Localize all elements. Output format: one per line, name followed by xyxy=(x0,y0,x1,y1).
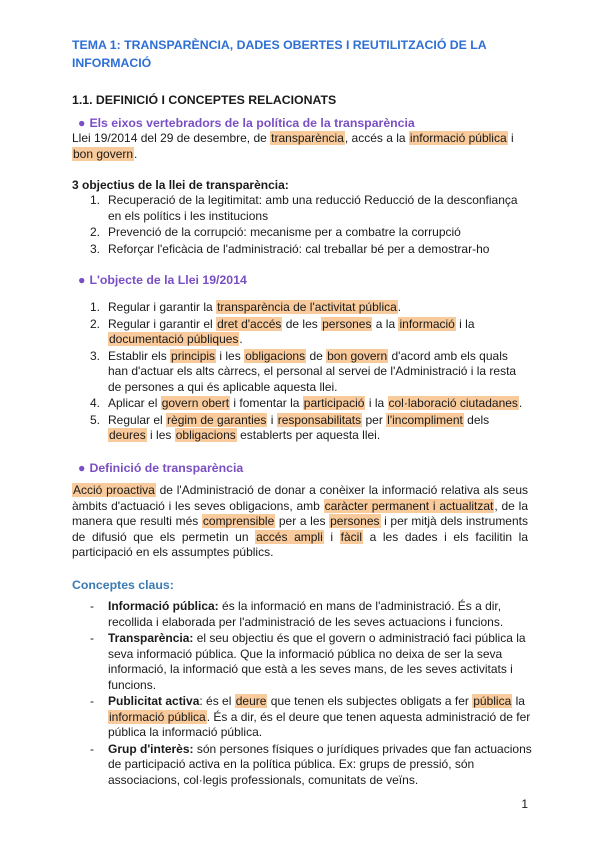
bullet-icon: ● xyxy=(78,273,86,287)
list-item: - Transparència: el seu objectiu és que el govern o administració faci pública la seva informació pública. Que la informació pública no deixa de ser la seva informació, la informació que està a les seves mans, de les seves activitats i funcions. xyxy=(90,631,526,692)
list-item: 4. Aplicar el govern obert i fomentar la participació i la col·laboració ciutadanes. xyxy=(90,396,523,410)
list-item: 3. Establir els principis i les obligacions de bon govern d'acord amb els quals han d'actuar els alts càrrecs, el personal al servei de l'Administració i la resta de persones a qui és aplicable aquesta llei. xyxy=(90,348,517,394)
list-item: 2. Regular i garantir el dret d'accés de les persones a la informació i la documentació públiques. xyxy=(90,316,475,346)
document-title: TEMA 1: TRANSPARÈNCIA, DADES OBERTES I REUTILITZACIÓ DE LA INFORMACIÓ xyxy=(72,38,487,70)
list-item: 5. Regular el règim de garanties i responsabilitats per l'incompliment dels deures i les obligacions establerts per aquesta llei. xyxy=(90,412,490,442)
paragraph-definicio: Acció proactiva de l'Administració de donar a conèixer la informació relativa als seus àmbits d'actuació i les seves obligacions, amb caràcter permanent i actualitzat, de la manera que resulti més comprensible per a les persones i per mitjà dels instruments de difusió que els permetin un accés ampli i fàcil a les dades i els facilitin la participació en els assumptes públics. xyxy=(72,483,528,559)
list-item: 2. Prevenció de la corrupció: mecanisme per a combatre la corrupció xyxy=(90,225,461,239)
list-item: - Publicitat activa: és el deure que tenen els subjectes obligats a fer pública la informació pública. És a dir, és el deure que tenen aquesta administració de fer pública la informació pública. xyxy=(90,694,531,739)
objecte-list xyxy=(72,300,528,445)
bullet-icon: ● xyxy=(78,461,86,475)
list-item: - Informació pública: és la informació en mans de l'administració. És a dir, recollida i elaborada per l'administració de les seves actuacions i funcions. xyxy=(90,599,504,629)
paragraph-llei: Llei 19/2014 del 29 de desembre, de transparència, accés a la informació pública i bon govern. xyxy=(72,131,514,161)
list-item: 1. Regular i garantir la transparència de l'activitat pública. xyxy=(90,300,402,314)
objectius-heading: 3 objectius de la llei de transparència: xyxy=(72,178,289,192)
list-item: 1. Recuperació de la legitimitat: amb una reducció Reducció de la desconfiança en els polítics i les institucions xyxy=(90,193,518,223)
conceptes-list xyxy=(72,599,532,789)
section-heading: 1.1. DEFINICIÓ I CONCEPTES RELACIONATS xyxy=(72,93,337,107)
heading-objecte: ● L'objecte de la Llei 19/2014 xyxy=(78,273,247,287)
heading-conceptes: Conceptes claus: xyxy=(72,578,174,592)
list-item: - Grup d'interès: són persones físiques o jurídiques privades que fan actuacions de participació activa en la política pública. Ex: grups de pressió, són associacions, col·legis professionals, comunitats de veïns. xyxy=(90,741,532,787)
heading-eixos: ● Els eixos vertebradors de la política de la transparència xyxy=(78,116,415,130)
heading-definicio: ● Definició de transparència xyxy=(78,461,244,475)
list-item: 3. Reforçar l'eficàcia de l'administració: cal treballar bé per a demostrar-ho xyxy=(90,241,490,256)
bullet-icon: ● xyxy=(78,116,86,130)
objectius-list xyxy=(72,193,528,258)
page-number: 1 xyxy=(521,797,528,811)
